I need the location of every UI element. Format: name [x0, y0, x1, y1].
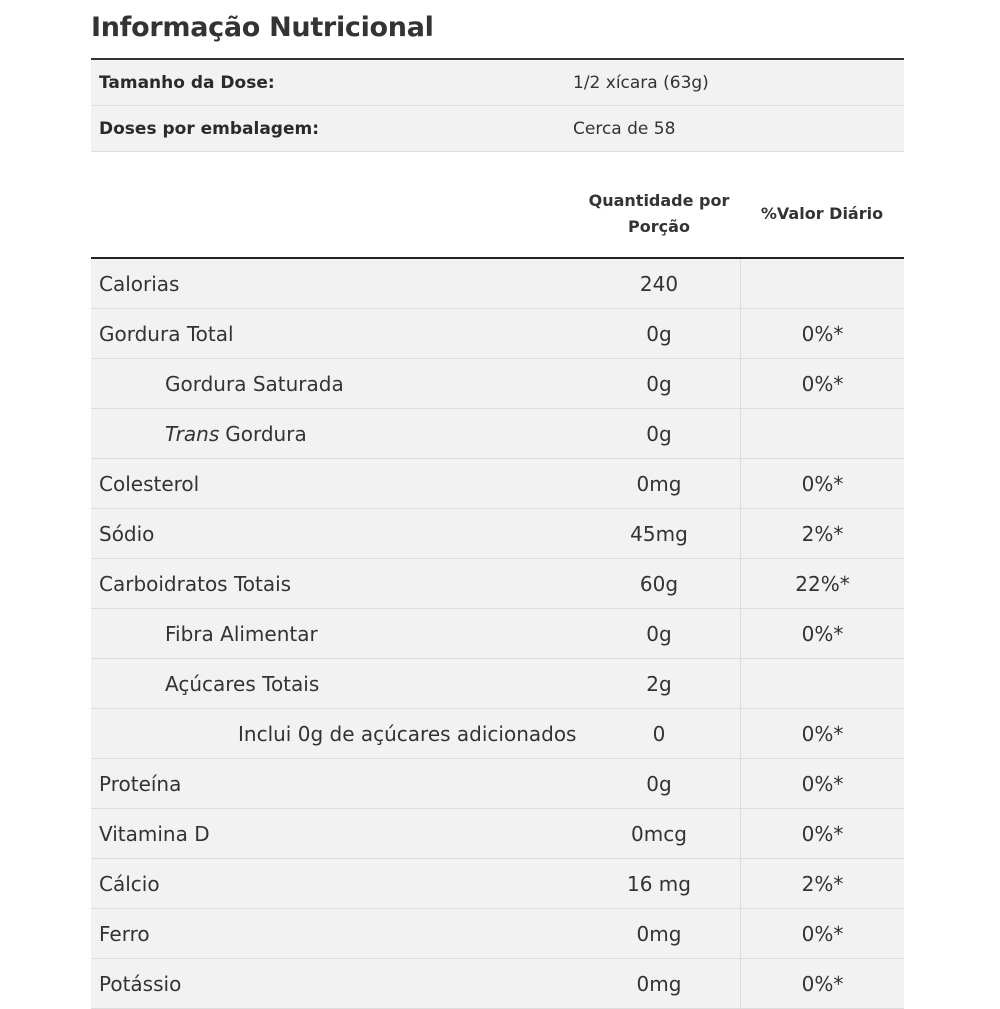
nutrient-name: Ferro [99, 921, 150, 946]
servings-per-pack-label: Doses por embalagem: [99, 118, 320, 139]
header-daily-value: %Valor Diário [760, 204, 884, 223]
serving-size-row [91, 60, 904, 106]
nutrient-row-acucares-totais [91, 659, 904, 709]
nutrient-daily-value: 2%* [740, 859, 904, 908]
table-header [91, 178, 904, 259]
nutrient-daily-value: 0%* [740, 609, 904, 658]
nutrient-quantity: 60g [639, 571, 679, 596]
nutrient-daily-value: 2%* [740, 509, 904, 558]
nutrient-row-proteina [91, 759, 904, 809]
nutrient-quantity: 0g [646, 371, 672, 396]
page-title: Informação Nutricional [91, 0, 904, 60]
nutrient-daily-value: 0%* [740, 909, 904, 958]
nutrient-daily-value [740, 409, 904, 458]
nutrient-quantity: 2g [646, 671, 672, 696]
nutrient-quantity: 0mcg [631, 821, 687, 846]
nutrient-name: Açúcares Totais [165, 671, 320, 696]
nutrient-quantity: 0mg [636, 471, 682, 496]
nutrient-daily-value: 0%* [740, 309, 904, 358]
nutrient-daily-value: 22%* [740, 559, 904, 608]
nutrient-row-potassio [91, 959, 904, 1009]
nutrient-quantity: 0mg [636, 971, 682, 996]
servings-per-pack-row [91, 106, 904, 152]
nutrient-name-rest: Gordura [225, 421, 307, 446]
nutrient-name: Inclui 0g de açúcares adicionados [238, 721, 577, 746]
nutrient-name: Cálcio [99, 871, 160, 896]
nutrient-row-fibra-alimentar [91, 609, 904, 659]
nutrient-daily-value: 0%* [740, 359, 904, 408]
nutrient-name [91, 409, 578, 458]
nutrient-row-calorias [91, 259, 904, 309]
nutrient-name: Fibra Alimentar [165, 621, 318, 646]
nutrient-row-acucares-adicionados [91, 709, 904, 759]
nutrient-row-gordura-total [91, 309, 904, 359]
nutrient-quantity: 240 [639, 271, 679, 296]
nutrition-facts-panel [91, 0, 904, 1009]
nutrient-name: Gordura Total [99, 321, 234, 346]
nutrient-quantity: 0g [646, 621, 672, 646]
nutrient-row-gordura-saturada [91, 359, 904, 409]
nutrient-daily-value [740, 259, 904, 308]
nutrient-row-carboidratos-totais [91, 559, 904, 609]
nutrient-row-calcio [91, 859, 904, 909]
servings-per-pack-value: Cerca de 58 [573, 118, 676, 139]
nutrient-row-vitamina-d [91, 809, 904, 859]
nutrient-daily-value: 0%* [740, 959, 904, 1008]
nutrient-name: Proteína [99, 771, 182, 796]
nutrient-daily-value: 0%* [740, 759, 904, 808]
nutrient-quantity: 45mg [630, 521, 688, 546]
nutrient-row-sodio [91, 509, 904, 559]
nutrient-name: Carboidratos Totais [99, 571, 292, 596]
nutrient-name: Gordura Saturada [165, 371, 344, 396]
nutrient-name: Colesterol [99, 471, 200, 496]
nutrient-name: Potássio [99, 971, 182, 996]
nutrient-daily-value: 0%* [740, 459, 904, 508]
nutrient-name-italic: Trans [165, 421, 220, 446]
nutrient-quantity: 16 mg [627, 871, 691, 896]
serving-size-label: Tamanho da Dose: [99, 72, 275, 93]
nutrient-daily-value: 0%* [740, 709, 904, 758]
nutrient-name: Sódio [99, 521, 155, 546]
nutrient-row-colesterol [91, 459, 904, 509]
serving-size-value: 1/2 xícara (63g) [573, 72, 709, 93]
nutrient-name: Calorias [99, 271, 180, 296]
nutrient-quantity: 0g [646, 321, 672, 346]
nutrient-row-ferro [91, 909, 904, 959]
nutrient-name: Vitamina D [99, 821, 210, 846]
nutrient-quantity: 0mg [636, 921, 682, 946]
header-spacer [91, 178, 578, 257]
header-quantity-line2: Porção [628, 217, 690, 236]
header-quantity [578, 178, 740, 257]
nutrient-quantity: 0g [646, 771, 672, 796]
nutrient-daily-value: 0%* [740, 809, 904, 858]
nutrient-daily-value [740, 659, 904, 708]
nutrient-quantity: 0 [652, 721, 666, 746]
nutrient-quantity: 0g [646, 421, 672, 446]
header-quantity-line1: Quantidade por [588, 191, 730, 210]
nutrient-row-trans-gordura [91, 409, 904, 459]
nutrient-table [91, 259, 904, 1009]
